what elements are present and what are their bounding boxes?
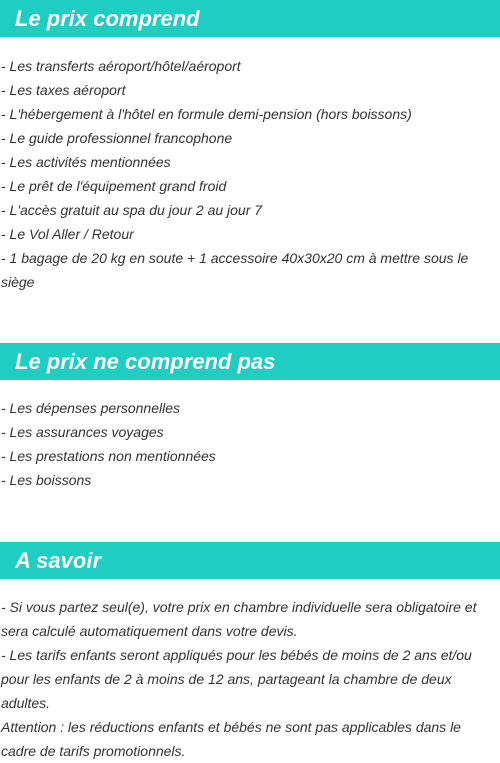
section-title-not-included: Le prix ne comprend pas xyxy=(15,349,276,374)
list-item: - 1 bagage de 20 kg en soute + 1 accessoire 40x30x20 cm à mettre sous le siège xyxy=(1,250,469,290)
included-list xyxy=(0,54,500,294)
section-title-good-to-know: A savoir xyxy=(15,548,102,573)
list-item: - L'hébergement à l'hôtel en formule demi-pension (hors boissons) xyxy=(1,106,412,122)
section-header-good-to-know xyxy=(0,542,500,579)
list-item: - Si vous partez seul(e), votre prix en chambre individuelle sera obligatoire et sera calculé automatiquement dans votre devis. xyxy=(1,599,477,639)
list-item: - Les assurances voyages xyxy=(1,424,164,440)
list-item: Attention : les réductions enfants et bébés ne sont pas applicables dans le cadre de tarifs promotionnels. xyxy=(1,719,461,759)
section-header-included xyxy=(0,0,500,37)
list-item: - Le guide professionnel francophone xyxy=(1,130,233,146)
list-item: - Les transferts aéroport/hôtel/aéroport xyxy=(1,58,241,74)
section-title-included: Le prix comprend xyxy=(15,6,200,31)
list-item: - Les tarifs enfants seront appliqués pour les bébés de moins de 2 ans et/ou pour les enfants de 2 à moins de 12 ans, partageant la chambre de deux adultes. xyxy=(1,647,472,711)
good-to-know-list xyxy=(0,595,500,763)
list-item: - Le Vol Aller / Retour xyxy=(1,226,134,242)
list-item: - Le prêt de l'équipement grand froid xyxy=(1,178,227,194)
list-item: - Les boissons xyxy=(1,472,92,488)
list-item: - Les taxes aéroport xyxy=(1,82,126,98)
list-item: - Les activités mentionnées xyxy=(1,154,171,170)
section-header-not-included xyxy=(0,343,500,380)
list-item: - L'accès gratuit au spa du jour 2 au jour 7 xyxy=(1,202,263,218)
list-item: - Les dépenses personnelles xyxy=(1,400,181,416)
not-included-list xyxy=(0,396,500,492)
list-item: - Les prestations non mentionnées xyxy=(1,448,216,464)
